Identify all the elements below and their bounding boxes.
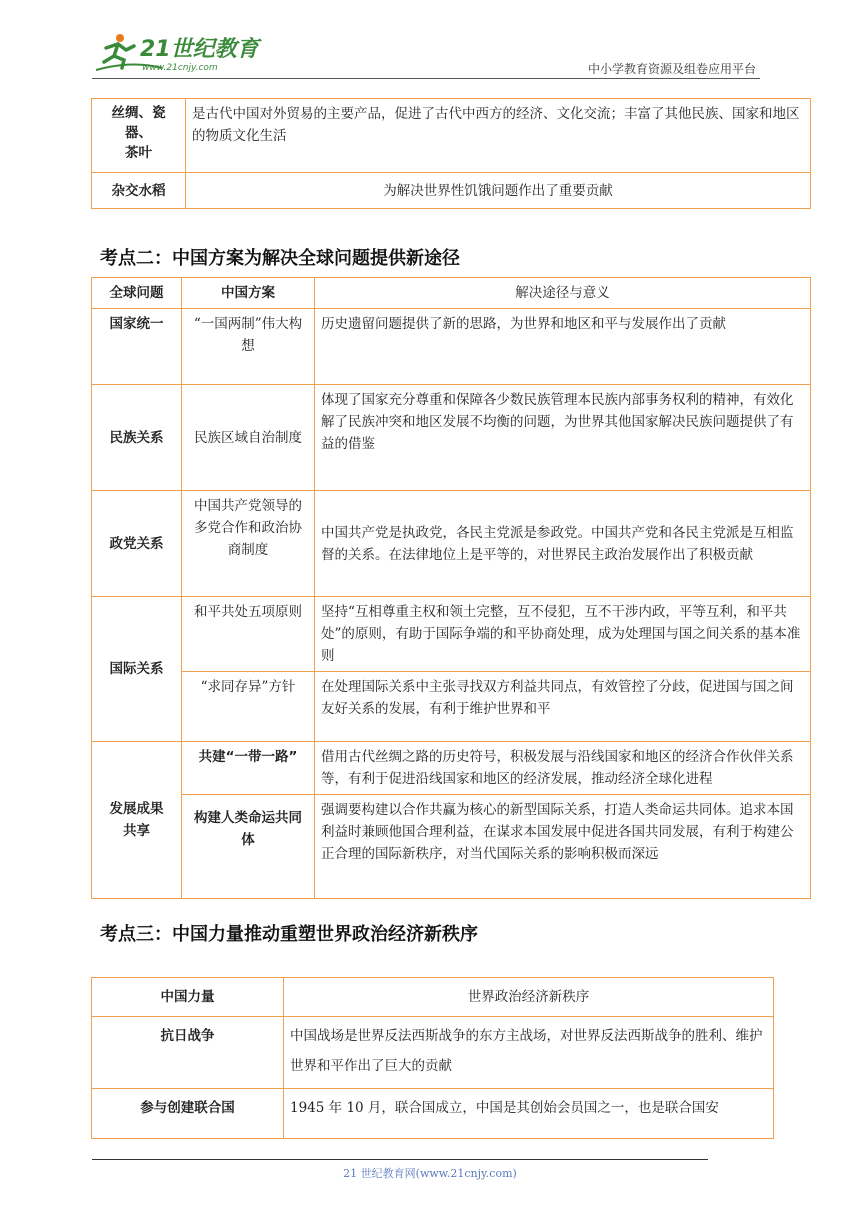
table-row	[92, 1017, 774, 1089]
solution-meaning: 强调要构建以合作共赢为核心的新型国际关系，打造人类命运共同体。追求本国利益时兼顾他国合理利益，在谋求本国发展中促进各国共同发展，有利于构建公正合理的国际新秩序，对当代国际关系的影响积极而深远	[315, 795, 811, 899]
product-name: 丝绸、瓷 器、 茶叶	[92, 99, 186, 173]
china-plan: “求同存异”方针	[182, 672, 315, 742]
column-header: 世界政治经济新秩序	[284, 978, 774, 1017]
china-plan: 中国共产党领导的多党合作和政治协商制度	[182, 491, 315, 597]
china-plan: 民族区域自治制度	[182, 385, 315, 491]
page-header	[92, 26, 760, 78]
china-plan-text: 构建人类命运共同体	[194, 810, 302, 848]
table-row	[92, 795, 811, 899]
table-row	[92, 742, 811, 795]
svg-text:21世纪教育: 21世纪教育	[140, 37, 259, 62]
table-row	[92, 491, 811, 597]
order-desc: 中国战场是世界反法西斯战争的东方主战场，对世界反法西斯战争的胜利、维护世界和平作出了巨大的贡献	[284, 1017, 774, 1089]
solution-meaning: 体现了国家充分尊重和保障各少数民族管理本民族内部事务权利的精神，有效化解了民族冲突和地区发展不均衡的问题，为世界其他国家解决民族问题提供了有益的借鉴	[315, 385, 811, 491]
china-plan: “一国两制”伟大构想	[182, 309, 315, 385]
solution-meaning: 坚持“互相尊重主权和领土完整，互不侵犯，互不干涉内政，平等互利，和平共处”的原则，有助于国际争端的和平协商处理，成为处理国与国之间关系的基本准则	[315, 597, 811, 672]
product-name: 杂交水稻	[92, 173, 186, 209]
global-issue	[92, 742, 182, 899]
column-header: 中国方案	[182, 278, 315, 309]
china-plan	[182, 795, 315, 899]
china-plan: 共建“一带一路”	[182, 742, 315, 795]
table-header-row	[92, 278, 811, 309]
global-issue-text: 发展成果共享	[109, 801, 164, 839]
section-title: 考点三：中国力量推动重塑世界政治经济新秩序	[100, 924, 478, 945]
solution-meaning: 在处理国际关系中主张寻找双方利益共同点，有效管控了分歧，促进国与国之间友好关系的发展，有利于维护世界和平	[315, 672, 811, 742]
column-header: 解决途径与意义	[315, 278, 811, 309]
order-desc: 1945 年 10 月，联合国成立，中国是其创始会员国之一，也是联合国安	[284, 1089, 774, 1139]
table-row	[92, 597, 811, 672]
column-header: 中国力量	[92, 978, 284, 1017]
table-row	[92, 672, 811, 742]
china-force: 抗日战争	[92, 1017, 284, 1089]
logo	[92, 30, 267, 74]
table-row	[92, 1089, 774, 1139]
section-title: 考点二：中国方案为解决全球问题提供新途径	[100, 248, 460, 269]
table-row	[92, 385, 811, 491]
table-row	[92, 99, 811, 173]
header-divider	[92, 78, 760, 79]
footer-divider	[92, 1159, 708, 1160]
table-header-row	[92, 978, 774, 1017]
products-table	[91, 98, 811, 209]
china-plan: 和平共处五项原则	[182, 597, 315, 672]
table-row	[92, 309, 811, 385]
svg-text:www.21cnjy.com: www.21cnjy.com	[142, 63, 218, 73]
global-issue: 国际关系	[92, 597, 182, 742]
global-issue: 政党关系	[92, 491, 182, 597]
column-header: 全球问题	[92, 278, 182, 309]
solution-meaning: 借用古代丝绸之路的历史符号，积极发展与沿线国家和地区的经济合作伙伴关系等，有利于促进沿线国家和地区的经济发展，推动经济全球化进程	[315, 742, 811, 795]
platform-name: 中小学教育资源及组卷应用平台	[587, 62, 756, 76]
product-desc: 为解决世界性饥饿问题作出了重要贡献	[186, 173, 811, 209]
footer-link[interactable]: 21 世纪教育网(www.21cnjy.com)	[343, 1167, 517, 1180]
solution-meaning: 中国共产党是执政党，各民主党派是参政党。中国共产党和各民主党派是互相监督的关系。在法律地位上是平等的，对世界民主政治发展作出了积极贡献	[315, 491, 811, 597]
china-force-table	[91, 977, 774, 1139]
global-issue: 国家统一	[92, 309, 182, 385]
table-row	[92, 173, 811, 209]
china-force: 参与创建联合国	[92, 1089, 284, 1139]
china-solutions-table	[91, 277, 811, 899]
global-issue: 民族关系	[92, 385, 182, 491]
product-desc: 是古代中国对外贸易的主要产品，促进了古代中西方的经济、文化交流；丰富了其他民族、国家和地区的物质文化生活	[186, 99, 811, 173]
solution-meaning: 历史遗留问题提供了新的思路，为世界和地区和平与发展作出了贡献	[315, 309, 811, 385]
